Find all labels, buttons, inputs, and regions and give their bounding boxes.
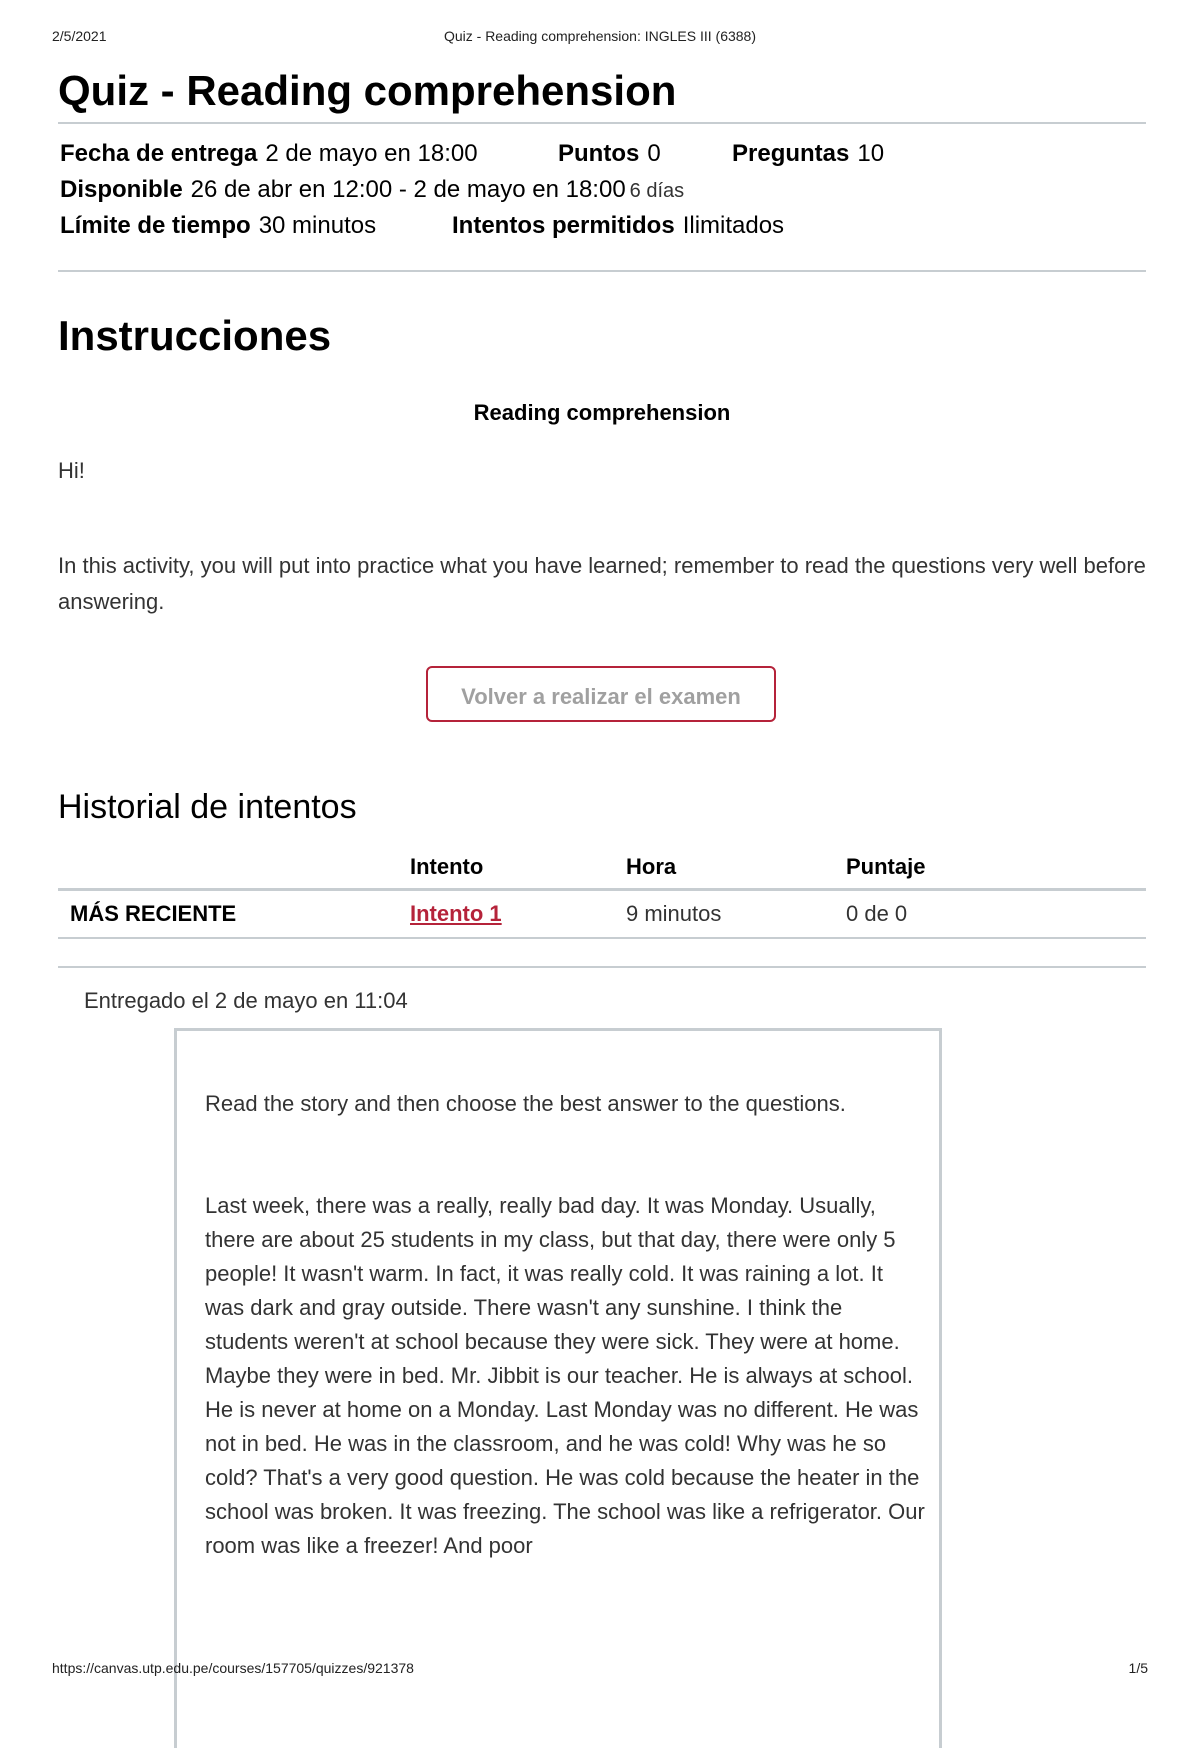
print-title: Quiz - Reading comprehension: INGLES III (6388): [443, 28, 757, 44]
table-header-row: [58, 846, 1146, 890]
column-header: [58, 846, 410, 890]
divider: [58, 966, 1146, 968]
table-row: [58, 890, 1146, 939]
time-limit-label: Límite de tiempo: [60, 212, 251, 239]
submitted-date: Entregado el 2 de mayo en 11:04: [84, 988, 408, 1013]
retake-quiz-button[interactable]: Volver a realizar el examen: [426, 666, 776, 722]
due-value: 2 de mayo en 18:00: [265, 140, 478, 167]
story-box: [174, 1028, 942, 1748]
availability: [60, 176, 684, 204]
row-label: MÁS RECIENTE: [58, 890, 410, 939]
page-number: 1/5: [1128, 1660, 1148, 1676]
attempts-allowed: [452, 212, 784, 240]
available-value: 26 de abr en 12:00 - 2 de mayo en 18:00: [190, 176, 626, 203]
quiz-details: [58, 124, 1146, 270]
score-cell: 0 de 0: [846, 890, 1146, 939]
available-label: Disponible: [60, 176, 183, 203]
points: [558, 140, 661, 168]
questions-label: Preguntas: [732, 140, 850, 167]
column-header-time: Hora: [626, 846, 846, 890]
questions: [732, 140, 884, 168]
questions-value: 10: [857, 140, 885, 167]
divider: [58, 270, 1146, 272]
print-url: https://canvas.utp.edu.pe/courses/157705/quizzes/921378: [52, 1660, 414, 1676]
due-date: [60, 140, 478, 168]
time-limit-value: 30 minutos: [258, 212, 377, 239]
time-limit: [60, 212, 376, 240]
attempts-value: Ilimitados: [682, 212, 785, 239]
available-duration: 6 días: [629, 180, 685, 202]
instructions-title: Instrucciones: [58, 312, 332, 359]
points-value: 0: [647, 140, 661, 167]
story-text: Last week, there was a really, really bad day. It was Monday. Usually, there are about 25 students in my class, but that day, there were only 5 people! It wasn't warm. In fact, it was really cold. It was raining a lot. It was dark and gray outside. There wasn't any sunshine. I think the students weren't at school because they were sick. They were at home. Maybe they were in bed. Mr. Jibbit is our teacher. He is always at school. He is never at home on a Monday. Last Monday was no different. He was not in bed. He was in the classroom, and he was cold! Why was he so cold? That's a very good question. He was cold because the heater in the school was broken. It was freezing. The school was like a refrigerator. Our room was like a freezer! And poor: [205, 1193, 925, 1558]
attempt-link[interactable]: Intento 1: [410, 901, 502, 926]
attempts-label: Intentos permitidos: [452, 212, 675, 239]
attempt-history-table: [58, 846, 1146, 939]
instructions-text: In this activity, you will put into practice what you have learned; remember to read the questions very well before answering.: [58, 553, 1146, 614]
instructions-subtitle: Reading comprehension: [473, 400, 731, 425]
column-header-score: Puntaje: [846, 846, 1146, 890]
print-date: 2/5/2021: [52, 28, 107, 44]
points-label: Puntos: [558, 140, 640, 167]
attempt-history-title: Historial de intentos: [58, 788, 357, 826]
quiz-content: [58, 60, 1146, 1558]
print-footer: [52, 1660, 1148, 1680]
page-title: Quiz - Reading comprehension: [58, 67, 677, 114]
instructions-greeting: Hi!: [58, 458, 85, 483]
story-intro: Read the story and then choose the best answer to the questions.: [205, 1091, 846, 1116]
due-label: Fecha de entrega: [60, 140, 258, 167]
print-header: [52, 28, 1148, 48]
attempt-cell: [410, 890, 626, 939]
time-cell: 9 minutos: [626, 890, 846, 939]
column-header-attempt: Intento: [410, 846, 626, 890]
